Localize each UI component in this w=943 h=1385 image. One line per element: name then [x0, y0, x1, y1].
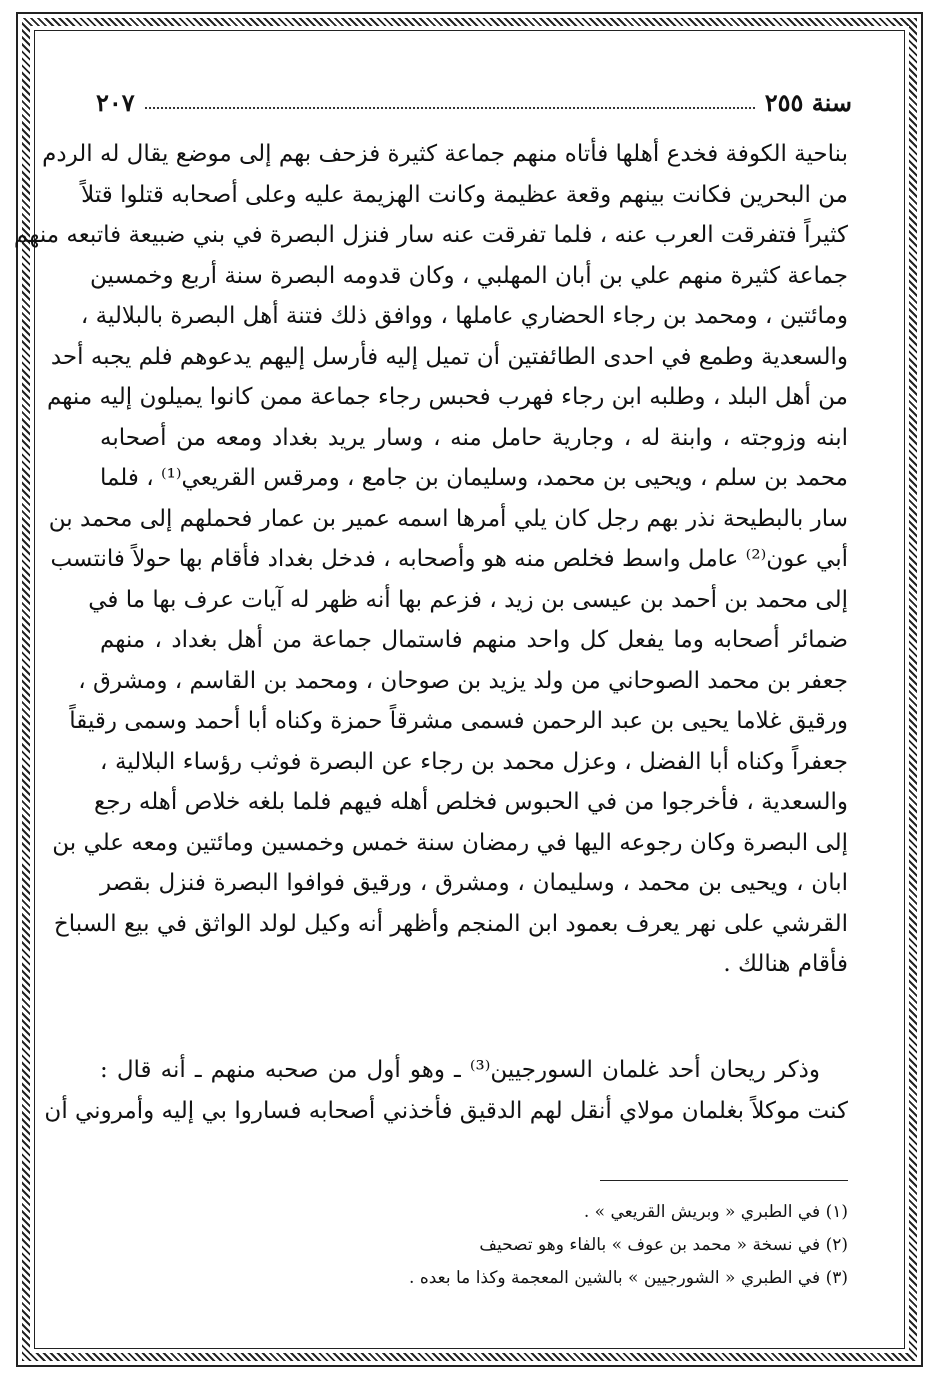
text-line: جماعة كثيرة منهم علي بن أبان المهلبي ، وكان قدومه البصرة سنة أربع وخمسين	[90, 262, 848, 289]
header-title: سنة ٢٥٥	[764, 87, 852, 117]
text-line: جعفراً وكناه أبا الفضل ، وعزل محمد بن رجاء عن البصرة فوثب رؤساء البلالية ،	[100, 748, 848, 775]
text-line: والسعدية وطمع في احدى الطائفتين أن تميل إليه فأرسل إليهم يدعوهم فلم يجبه أحد	[50, 343, 848, 370]
footnotes	[100, 1196, 848, 1295]
text-line: سار بالبطيحة نذر بهم رجل كان يلي أمرها اسمه عمير بن عمار فحملهم إلى محمد بن	[48, 505, 848, 532]
text-line: من أهل البلد ، وطلبه ابن رجاء فهرب فحبس رجاء جماعة ممن كانوا يميلون إليه منهم	[46, 384, 848, 410]
text-line: ضمائر أصحابه وما يفعل كل واحد منهم فاستمال جماعة من أهل بغداد ، منهم	[100, 627, 848, 653]
footnote-1: (١) في الطبري « وبريش القريعي » .	[583, 1202, 848, 1222]
text-line: فأقام هنالك .	[723, 951, 848, 977]
text-line: محمد بن سلم ، ويحيى بن محمد، وسليمان بن جامع ، ومرقس القريعي⁽¹⁾ ، فلما	[100, 465, 848, 491]
text-line: ابنه وزوجته ، وابنة له ، وجارية حامل منه ، وسار يريد بغداد ومعه من أصحابه	[100, 424, 848, 451]
page-number: ٢٠٧	[96, 87, 135, 117]
text-line: من البحرين فكانت بينهم وقعة عظيمة وكانت الهزيمة عليه وعلى أصحابه قتلوا قتلاً	[81, 181, 848, 208]
text-line: ورقيق غلاما يحيى بن عبد الرحمن فسمى مشرقاً حمزة وكناه أبا أحمد وسمى رقيقاً	[69, 708, 848, 734]
text-line: وذكر ريحان أحد غلمان السورجيين⁽³⁾ ـ وهو أول من صحبه منهم ـ أنه قال :	[100, 1057, 821, 1083]
text-line: كثيراً فتفرقت العرب عنه ، فلما تفرقت عنه سار فنزل البصرة في بني ضبيعة فاتبعه منهم	[13, 222, 848, 248]
text-line: جعفر بن محمد الصوحاني من ولد يزيد بن صوحان ، ومحمد بن القاسم ، ومشرق ،	[78, 667, 848, 694]
header-leader-dots	[145, 107, 755, 109]
text-line: إلى محمد بن أحمد بن عيسى بن زيد ، فزعم بها أنه ظهر له آيات عرف بها ما في	[88, 586, 848, 613]
text-line: كنت موكلاً بغلمان مولاي أنقل لهم الدقيق فأخذني أصحابه فساروا بي إليه وأمروني أن	[44, 1097, 848, 1124]
footnote-2: (٢) في نسخة « محمد بن عوف » بالفاء وهو تصحيف	[479, 1235, 848, 1255]
text-line: ومائتين ، ومحمد بن رجاء الحضاري عاملها ، ووافق ذلك فتنة أهل البصرة بالبلالية ،	[80, 303, 848, 329]
text-line: أبي عون⁽²⁾ عامل واسط فخلص منه هو وأصحابه ، فدخل بغداد فأقام بها حولاً فانتسب	[50, 546, 848, 572]
text-line: القرشي على نهر يعرف بعمود ابن المنجم وأظهر أنه وكيل لولد الواثق في بيع السباخ	[53, 910, 848, 937]
text-line: إلى البصرة وكان رجوعه اليها في رمضان سنة خمس وخمسين ومائتين ومعه علي بن	[52, 829, 848, 856]
text-line: بناحية الكوفة فخدع أهلها فأتاه منهم جماعة كثيرة فزحف بهم إلى موضع يقال له الردم	[42, 141, 848, 167]
footnote-3: (٣) في الطبري « الشورجيين » بالشين المعجمة وكذا ما بعده .	[409, 1268, 848, 1288]
text-line: ابان ، ويحيى بن محمد ، وسليمان ، ومشرق ، ورقيق فوافوا البصرة فنزل بقصر	[100, 870, 848, 896]
second-paragraph	[44, 1050, 848, 1131]
text-line: والسعدية ، فأخرجوا من في الحبوس فخلص أهله فيهم فلما بلغه خلاص أهله رجع	[93, 789, 848, 815]
footnote-separator	[600, 1180, 848, 1181]
running-header	[96, 84, 852, 120]
main-paragraph	[13, 134, 848, 985]
